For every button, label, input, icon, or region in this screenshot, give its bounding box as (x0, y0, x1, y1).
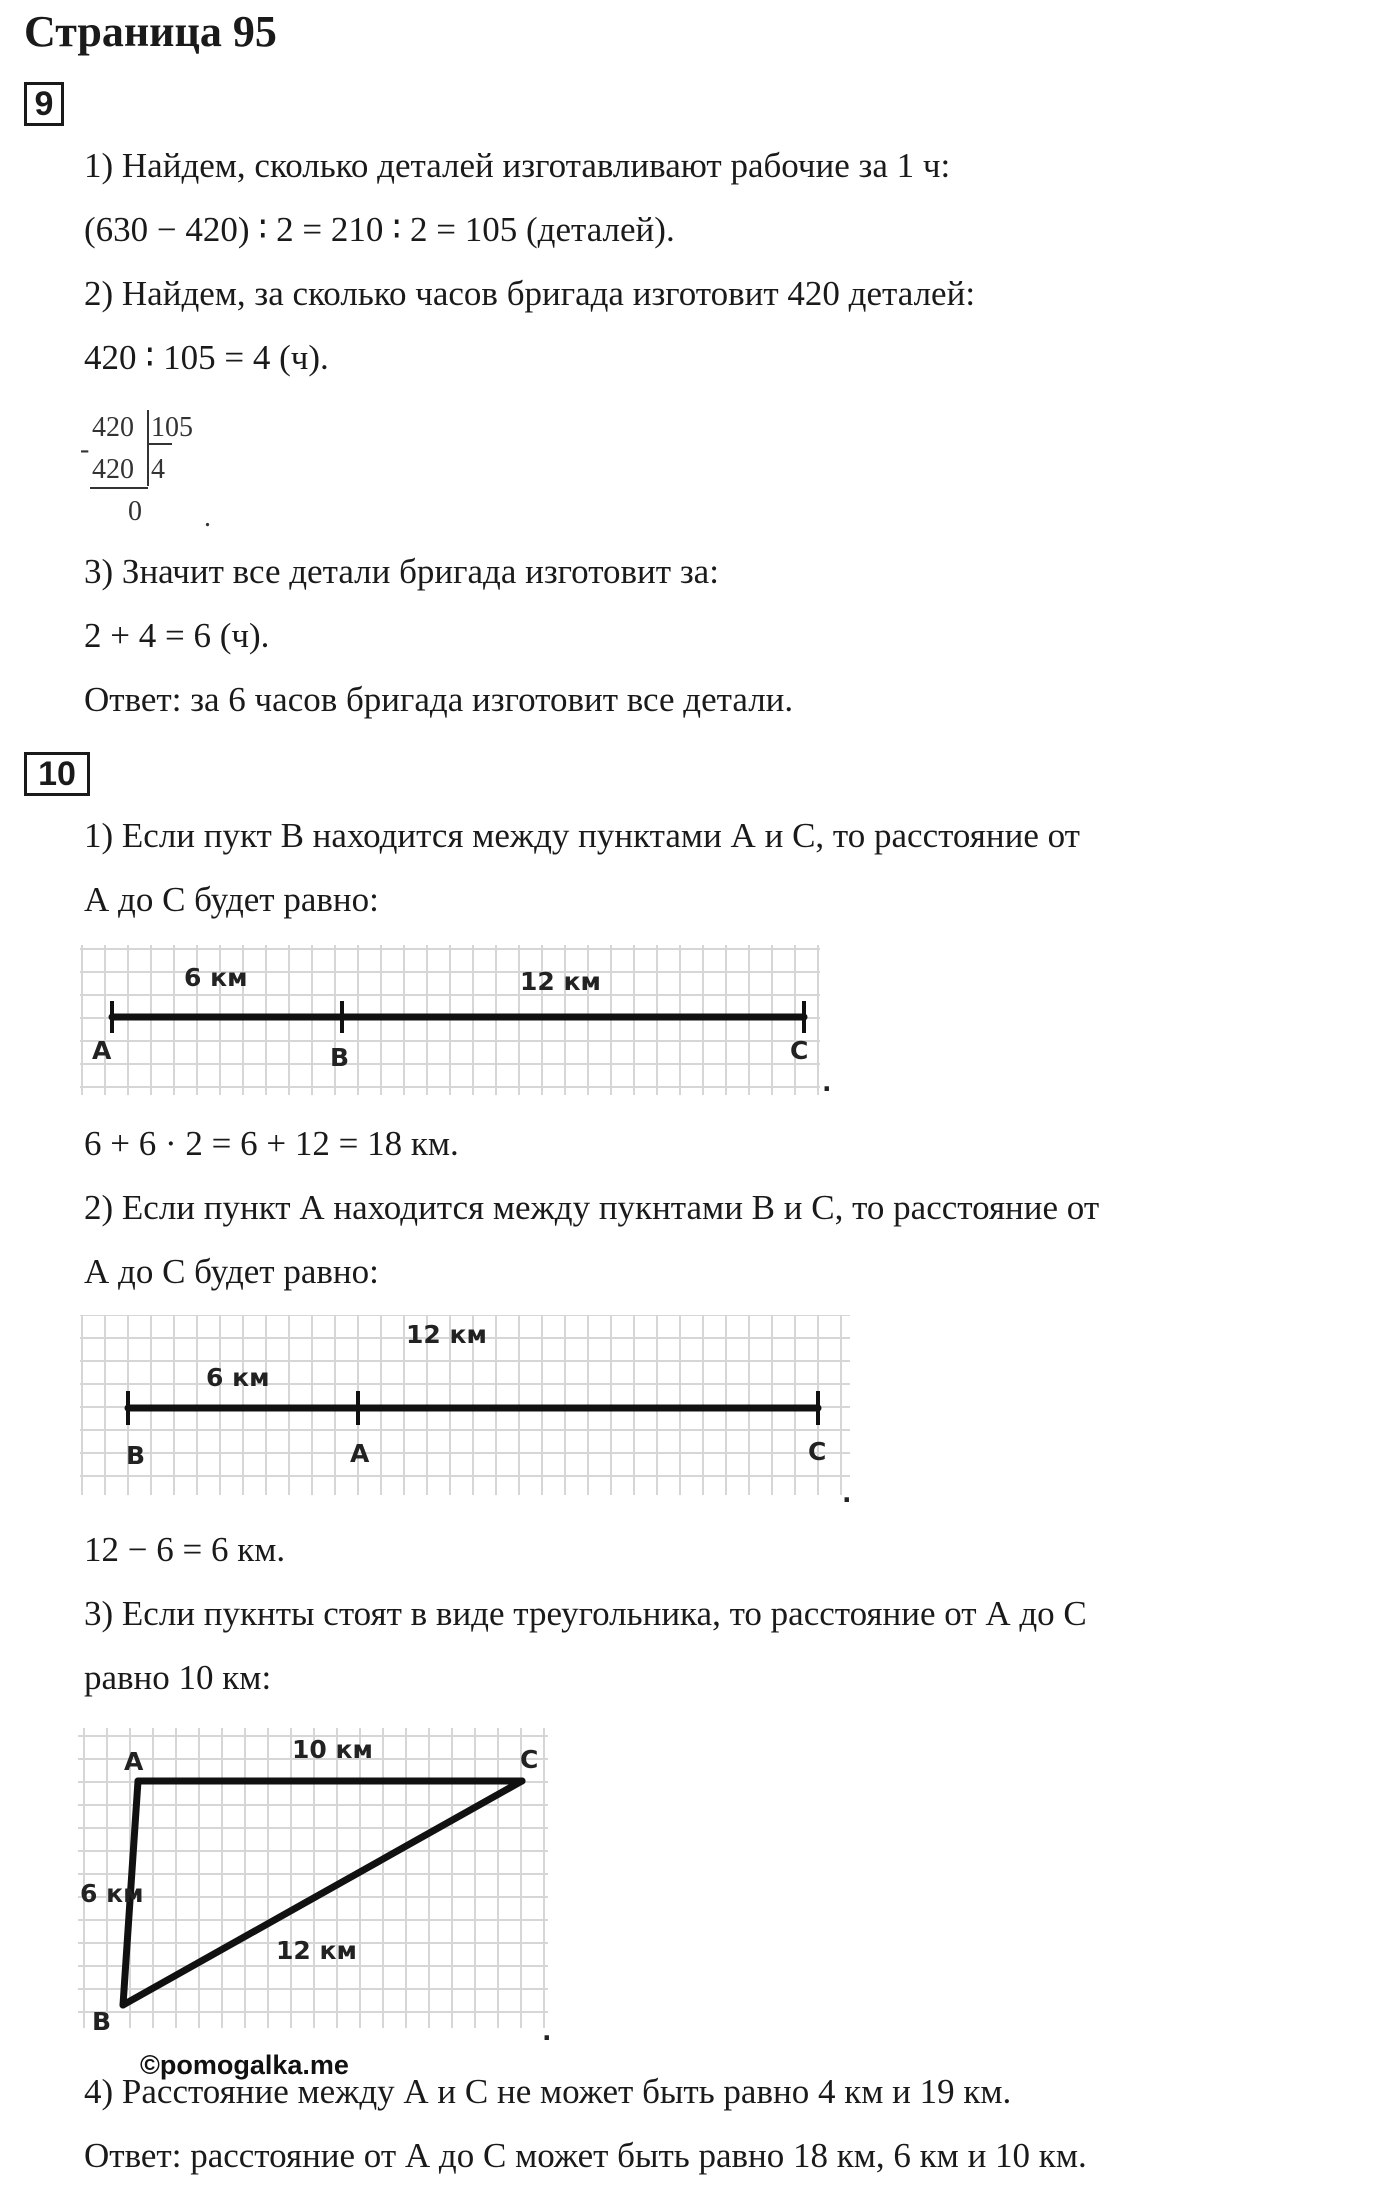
point-b-1: B (330, 1043, 350, 1072)
side-bc (123, 1781, 522, 2005)
task10-line-9: 4) Расстояние между А и С не может быть равно 4 км и 19 км. (84, 2072, 1012, 2111)
figure3-dot: . (542, 2017, 552, 2046)
task9-answer: Ответ: за 6 часов бригада изготовит все детали. (84, 680, 794, 719)
division-subtrahend: 420 (92, 454, 134, 485)
triangle-figure (78, 1728, 568, 2048)
label-6km-1: 6 км (184, 963, 248, 992)
label-ac-10km: 10 км (292, 1735, 373, 1764)
segment-figure-2 (80, 1315, 860, 1510)
task10-line-1: 1) Если пукт В находится между пунктами А и С, то расстояние от (84, 816, 1080, 855)
task9-line-5: 3) Значит все детали бригада изготовит за: (84, 552, 719, 591)
point-c-2: C (808, 1437, 827, 1466)
task10-line-7: 3) Если пукнты стоят в виде треугольника, то расстояние от А до С (84, 1594, 1087, 1633)
task10-line-4: 2) Если пункт А находится между пукнтами В и С, то расстояние от (84, 1188, 1100, 1227)
division-dividend: 420 (92, 412, 134, 443)
task10-line-2: А до С будет равно: (84, 880, 379, 919)
division-remainder: 0 (128, 496, 142, 527)
label-6km-2: 6 км (206, 1363, 270, 1392)
figure1-dot: . (822, 1068, 832, 1097)
label-ab-6km: 6 км (80, 1879, 144, 1908)
task10-line-8: равно 10 км: (84, 1658, 272, 1697)
division-trailing-dot: . (204, 502, 211, 533)
point-a-1: A (92, 1036, 112, 1065)
page-title: Страница 95 (24, 7, 277, 56)
label-12km-2: 12 км (406, 1320, 487, 1349)
task-number-9: 9 (24, 82, 64, 126)
task10-answer: Ответ: расстояние от А до С может быть равно 18 км, 6 км и 10 км. (84, 2136, 1087, 2175)
point-b-2: B (126, 1441, 146, 1470)
segment-figure-1 (80, 945, 840, 1100)
point-c-1: C (790, 1036, 809, 1065)
task9-line-3: 2) Найдем, за сколько часов бригада изготовит 420 деталей: (84, 274, 976, 313)
division-divisor: 105 (151, 412, 193, 443)
task-number-10: 10 (24, 752, 90, 796)
label-12km-1: 12 км (520, 967, 601, 996)
grid-3 (78, 1728, 548, 2028)
task9-line-4: 420 ∶ 105 = 4 (ч). (84, 338, 329, 377)
watermark: ©pomogalka.me (140, 2050, 349, 2080)
task10-line-6: 12 − 6 = 6 км. (84, 1530, 286, 1569)
division-minus: - (80, 434, 90, 465)
point-a-2: A (350, 1439, 370, 1468)
vertex-c: C (520, 1745, 539, 1774)
vertex-a: A (124, 1747, 144, 1776)
task9-line-6: 2 + 4 = 6 (ч). (84, 616, 270, 655)
vertex-b: B (92, 2007, 112, 2036)
task10-line-3: 6 + 6 · 2 = 6 + 12 = 18 км. (84, 1124, 459, 1163)
task9-line-1: 1) Найдем, сколько деталей изготавливают рабочие за 1 ч: (84, 146, 951, 185)
division-quotient: 4 (151, 454, 165, 485)
task10-line-5: А до С будет равно: (84, 1252, 379, 1291)
long-division-figure (80, 400, 240, 535)
label-bc-12km: 12 км (276, 1936, 357, 1965)
task9-line-2: (630 − 420) ∶ 2 = 210 ∶ 2 = 105 (деталей). (84, 210, 675, 249)
figure2-dot: . (842, 1479, 852, 1508)
